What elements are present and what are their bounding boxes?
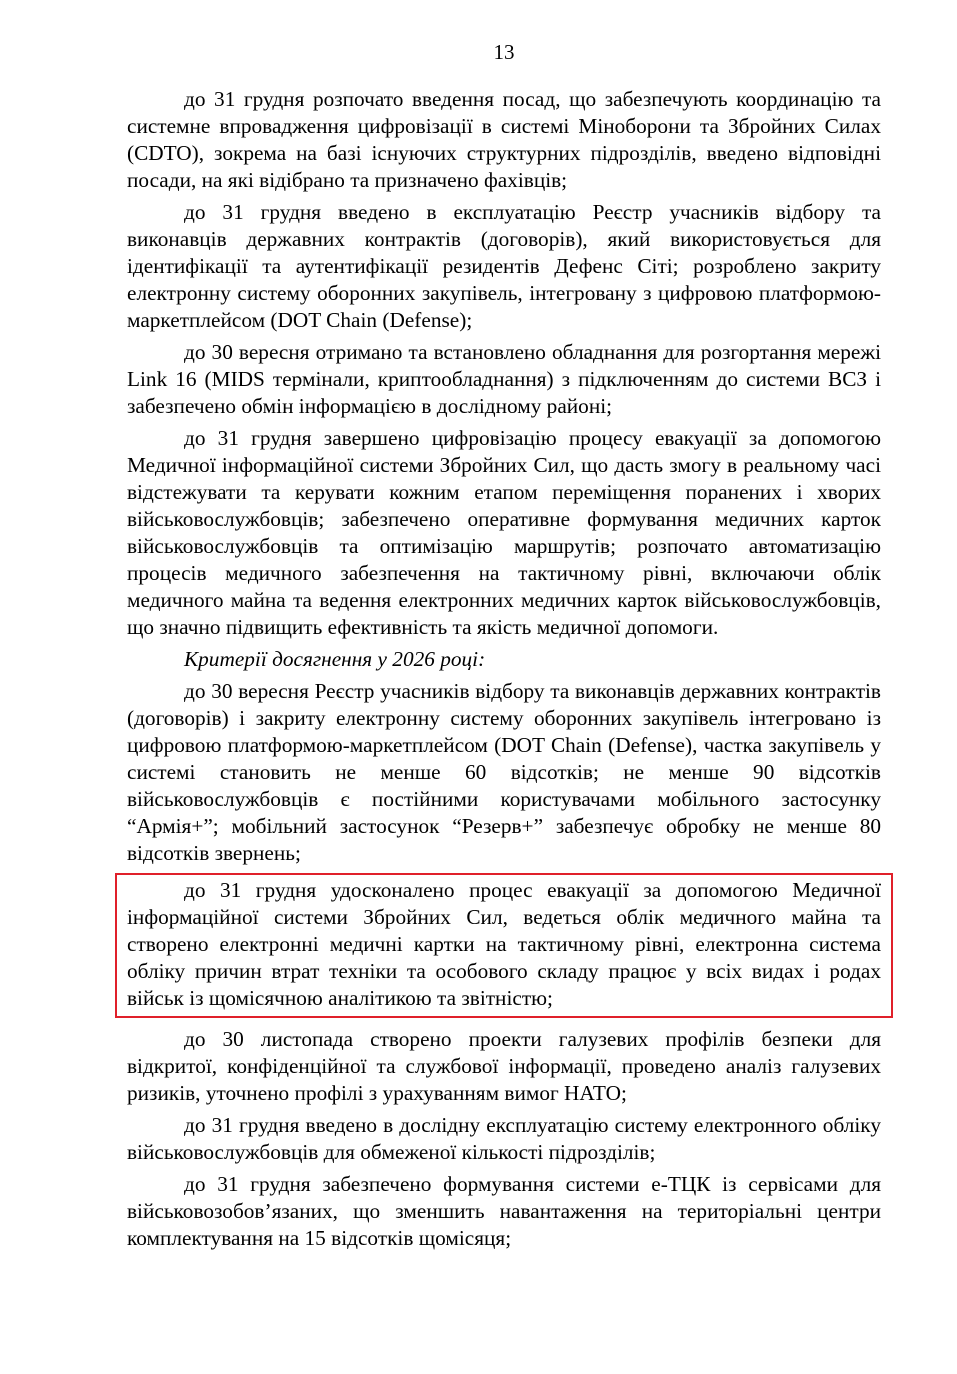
highlighted-paragraph-box [115, 873, 893, 1018]
paragraph-medical-evacuation: до 31 грудня завершено цифровізацію процесу евакуації за допомогою Медичної інформаційної системи Збройних Сил, що дасть змогу в реальному часі відстежувати та керувати кожним етапом переміщення поранених і хворих військовослужбовців; забезпечено оперативне формування медичних карток військовослужбовців та оптимізацію маршрутів; розпочато автоматизацію процесів медичного забезпечення на тактичному рівні, включаючи облік медичного майна та ведення електронних медичних карток військовослужбовців, що значно підвищить ефективність та якість медичної допомоги. [127, 426, 881, 639]
paragraph-criteria-registry: до 30 вересня Реєстр учасників відбору та виконавців державних контрактів (договорів) і закриту електронну систему оборонних закупівель інтегровано із цифровою платформою-маркетплейсом (DOT Chain (Defense), частка закупівель у системі становить не менше 60 відсотків; не менше 90 відсотків військовослужбовців є постійними користувачами мобільного застосунку “Армія+”; мобільний застосунок “Резерв+” забезпечує обробку не менше 80 відсотків звернень; [127, 679, 881, 865]
paragraph-highlighted-medical: до 31 грудня удосконалено процес евакуації за допомогою Медичної інформаційної системи Збройних Сил, ведеться облік медичного майна та створено електронні медичні картки на тактичному рівні, електронна система обліку причин втрат техніки та особового складу працює у всіх видах і родах військ із щомісячною аналітикою та звітністю; [127, 878, 881, 1010]
criteria-heading: Критерії досягнення у 2026 році: [184, 647, 486, 671]
paragraph-personnel-records: до 31 грудня введено в дослідну експлуатацію систему електронного обліку військовослужбовців для обмеженої кількості підрозділів; [127, 1113, 881, 1164]
paragraph-link16: до 30 вересня отримано та встановлено обладнання для розгортання мережі Link 16 (MIDS термінали, криптообладнання) з підключенням до системи ВСЗ і забезпечено обмін інформацією в дослідному районі; [127, 340, 881, 418]
paragraph-security-profiles: до 30 листопада створено проекти галузевих профілів безпеки для відкритої, конфіденційної та службової інформації, проведено аналіз галузевих ризиків, уточнено профілі з урахуванням вимог НАТО; [127, 1027, 881, 1105]
document-body [127, 86, 881, 1252]
paragraph-registry: до 31 грудня введено в експлуатацію Реєстр учасників відбору та виконавців державних контрактів (договорів), який використовується для ідентифікації та аутентифікації резидентів Дефенс Сіті; розроблено закриту електронну систему оборонних закупівель, інтегровану з цифровою платформою-маркетплейсом (DOT Chain (Defense); [127, 200, 881, 332]
page-number: 13 [493, 40, 515, 64]
paragraph-e-tck: до 31 грудня забезпечено формування системи е-ТЦК із сервісами для військовозобов’язаних, що зменшить навантаження на територіальні центри комплектування на 15 відсотків щомісяця; [127, 1172, 881, 1250]
paragraph-cdto: до 31 грудня розпочато введення посад, що забезпечують координацію та системне впровадження цифровізації в системі Міноборони та Збройних Силах (CDTO), зокрема на базі існуючих структурних підрозділів, введено відповідні посади, на які відібрано та призначено фахівців; [127, 87, 881, 192]
